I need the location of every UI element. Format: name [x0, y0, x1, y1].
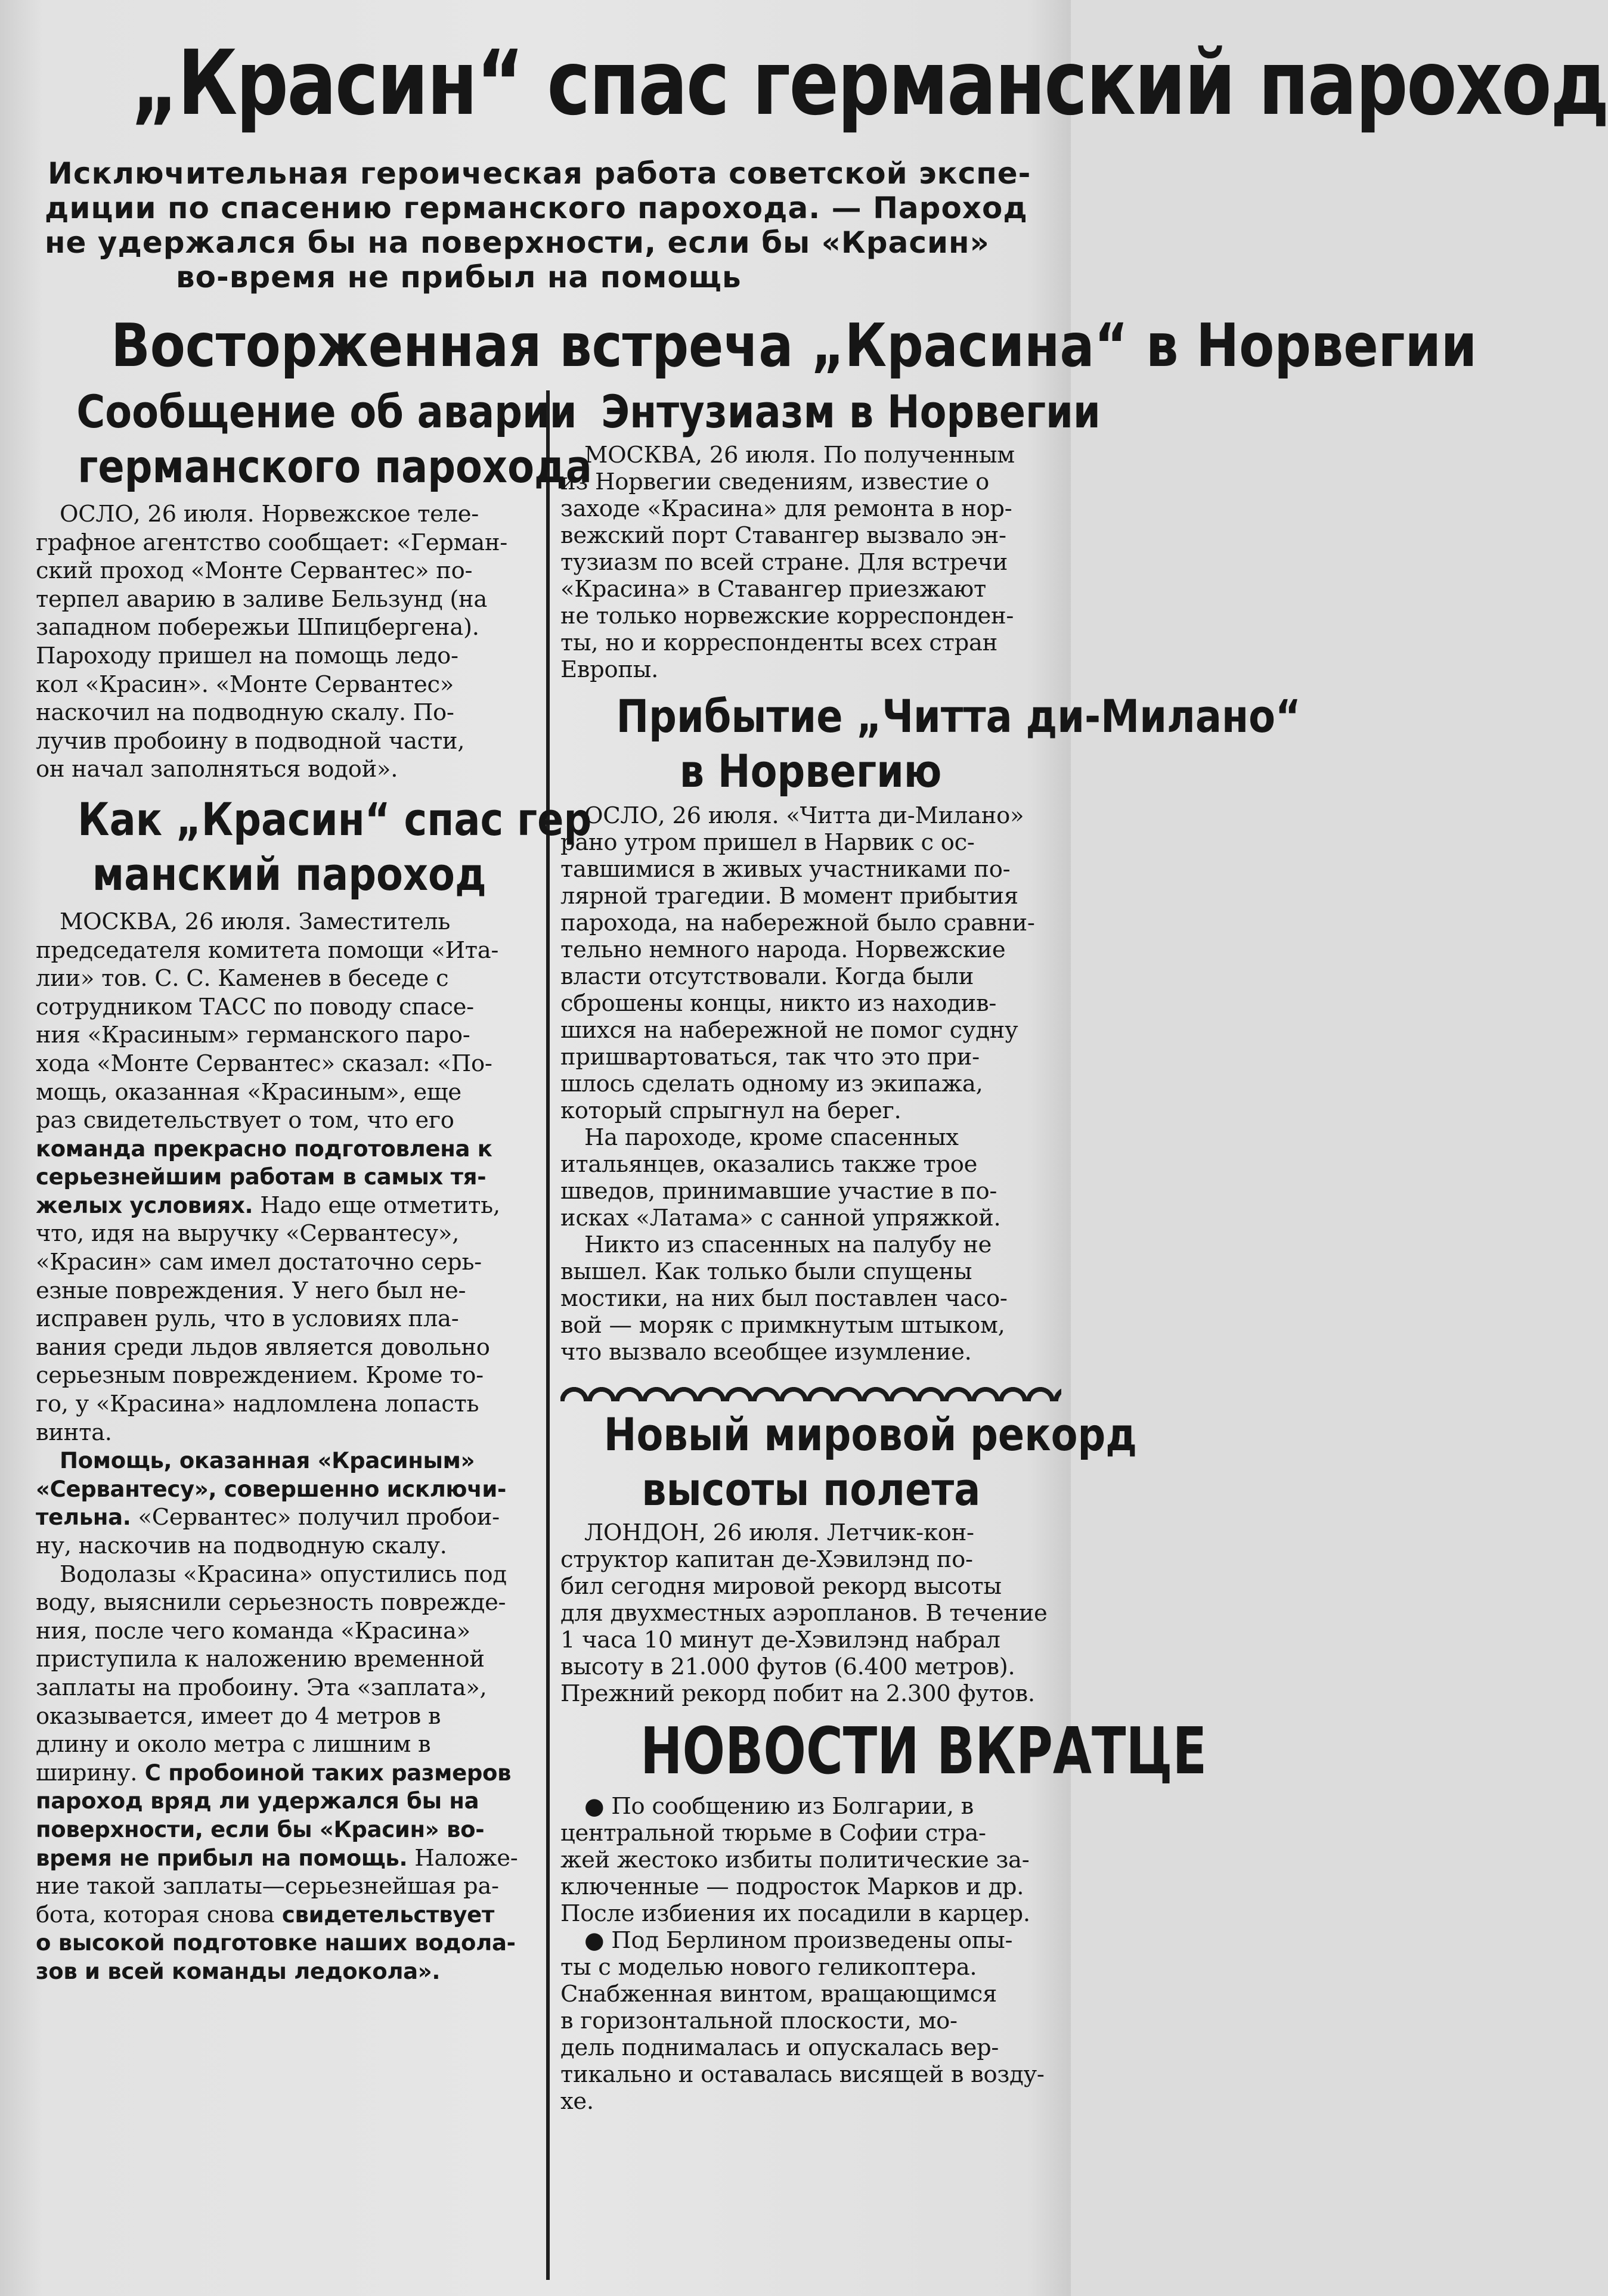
article-title: Как „Красин“ спас гер: [78, 792, 592, 846]
body-text: МОСКВА, 26 июля. Заместитель председателя комитета помощи «Ита- лии» тов. С. С. Каменев в беседе с сотрудником ТАСС по поводу спасе- ния «Красиным» германского паро- хода «Монте Сервантес» сказал: «По- мощь, оказанная «Красиным», еще раз свидетельствует о том, что его: [36, 908, 499, 1134]
subtitle-line: диции по спасению германского парохода. — Пароход: [45, 191, 1028, 225]
body-text: «Сервантес» получил пробои- ну, наскочив на подводную скалу.: [36, 1504, 500, 1559]
wave-divider: [560, 1374, 1061, 1401]
bold-text: команда прекрасно подготовлена к серьезнейшим работам в самых тя- желых условиях.: [36, 1135, 492, 1218]
left-column: [36, 384, 592, 1986]
article-title: в Норвегию: [680, 744, 942, 798]
body-text: По сообщению из Болгарии, в центральной тюрьме в Софии стра- жей жестоко избиты политические за- ключенные — подросток Марков и др. После избиения их посадили в карцер.: [560, 1793, 1030, 1927]
article-body: [36, 1447, 543, 1560]
article-title: Сообщение об аварии: [76, 385, 577, 438]
article-body: [36, 908, 543, 1447]
article-title: Прибытие „Читта ди-Милано“: [616, 690, 1302, 743]
page-headline: „Красин“ спас германский пароход: [131, 32, 1608, 135]
body-text: Под Берлином произведены опы- ты с моделью нового геликоптера. Снабженная винтом, вращающимся в горизонтальной плоскости, мо- дель поднималась и опускалась вер- тикально и оставалась висящей в возду- хе.: [560, 1927, 1045, 2115]
article-body: ОСЛО, 26 июля. «Читта ди-Милано» рано утром пришел в Нарвик с ос- тавшимися в живых участниками по- лярной трагедии. В момент прибытия парохода, на набережной было сравни- тельно немного народа. Норвежские власти отсутствовали. Когда были сброшены концы, никто из находив- шихся на набережной не помог судну пришвартоваться, так что это при- шлось сделать одному из экипажа, который спрыгнул на берег.: [560, 802, 1035, 1124]
body-text: Надо еще отметить, что, идя на выручку «Сервантесу», «Красин» сам имел достаточно серь- езные повреждения. У него был не- исправен руль, что в условиях пла- вания среди льдов является довольно серьезным повреждением. Кроме то- го, у «Красина» надломлена лопасть винта.: [36, 1192, 500, 1446]
article-title: манский пароход: [92, 847, 487, 901]
bullet-icon: ●: [584, 1927, 605, 1954]
bold-text: Помощь, оказанная «Красиным» «Сервантесу», совершенно исключи- тельна.: [36, 1448, 506, 1531]
article-body: МОСКВА, 26 июля. По полученным из Норвегии сведениям, известие о заходе «Красина» для ремонта в нор- вежский порт Ставангер вызвало эн- тузиазм по всей стране. Для встречи «Красина» в Ставангер приезжают не только норвежские корреспонден- ты, но и корреспонденты всех стран Европы.: [560, 442, 1015, 683]
body-text: Водолазы «Красина» опустились под воду, выяснили серьезность поврежде- ния, после чего команда «Красина» приступила к наложению временной заплаты на пробоину. Эта «заплата», оказывается, имеет до 4 метров в длину и около метра с лишним в ширину.: [36, 1560, 507, 1786]
article-body: На пароходе, кроме спасенных итальянцев, оказались также трое шведов, принимавшие участие в по- исках «Латама» с санной упряжкой.: [560, 1124, 1001, 1231]
bold-text: свидетельствует о высокой подготовке наших водола- зов и всей команды ледокола».: [36, 1901, 516, 1984]
article-body: ОСЛО, 26 июля. Норвежское теле- графное агентство сообщает: «Герман- ский проход «Монте Сервантес» по- терпел аварию в заливе Бельзунд (на западном побережьи Шпицбергена). Пароходу пришел на помощь ледо- кол «Красин». «Монте Сервантес» наскочил на подводную скалу. По- лучив пробоину в подводной части, он начал заполняться водой».: [36, 501, 507, 783]
bold-text: С пробоиной таких размеров пароход вряд ли удержался бы на поверхности, если бы «Красин» во- время не прибыл на помощь.: [36, 1760, 512, 1871]
article-body: ЛОНДОН, 26 июля. Летчик-кон- структор капитан де-Хэвилэнд по- бил сегодня мировой рекорд высоты для двухместных аэропланов. В течение 1 часа 10 минут де-Хэвилэнд набрал высоту в 21.000 футов (6.400 метров). Прежний рекорд побит на 2.300 футов.: [560, 1519, 1048, 1707]
article-title: Новый мировой рекорд: [603, 1408, 1138, 1461]
article-title: Энтузиазм в Норвегии: [601, 385, 1101, 438]
article-body: [36, 1560, 543, 1986]
subtitle-line: не удержался бы на поверхности, если бы «Красин»: [45, 225, 990, 260]
section-heading: Восторженная встреча „Красина“ в Норвегии: [111, 311, 1477, 380]
body-text: Наложе- ние такой заплаты—серьезнейшая ра- бота, которая снова: [36, 1844, 518, 1928]
article-title: высоты полета: [641, 1463, 981, 1516]
article-body: Никто из спасенных на палубу не вышел. Как только были спущены мостики, на них был поставлен часо- вой — моряк с примкнутым штыком, что вызвало всеобщее изумление.: [560, 1231, 1008, 1366]
subtitle-line: Исключительная героическая работа советской экспе-: [48, 156, 1031, 191]
news-item: [560, 1927, 1061, 2115]
headline-subtitle: [45, 156, 1052, 294]
subtitle-line: во-время не прибыл на помощь: [176, 260, 742, 294]
news-brief-heading: НОВОСТИ ВКРАТЦЕ: [640, 1714, 1207, 1789]
news-item: [560, 1793, 1061, 1927]
bullet-icon: ●: [584, 1793, 605, 1820]
column-rule: [546, 390, 550, 2280]
article-title: германского парохода: [78, 440, 592, 493]
right-column: [560, 384, 1302, 2115]
